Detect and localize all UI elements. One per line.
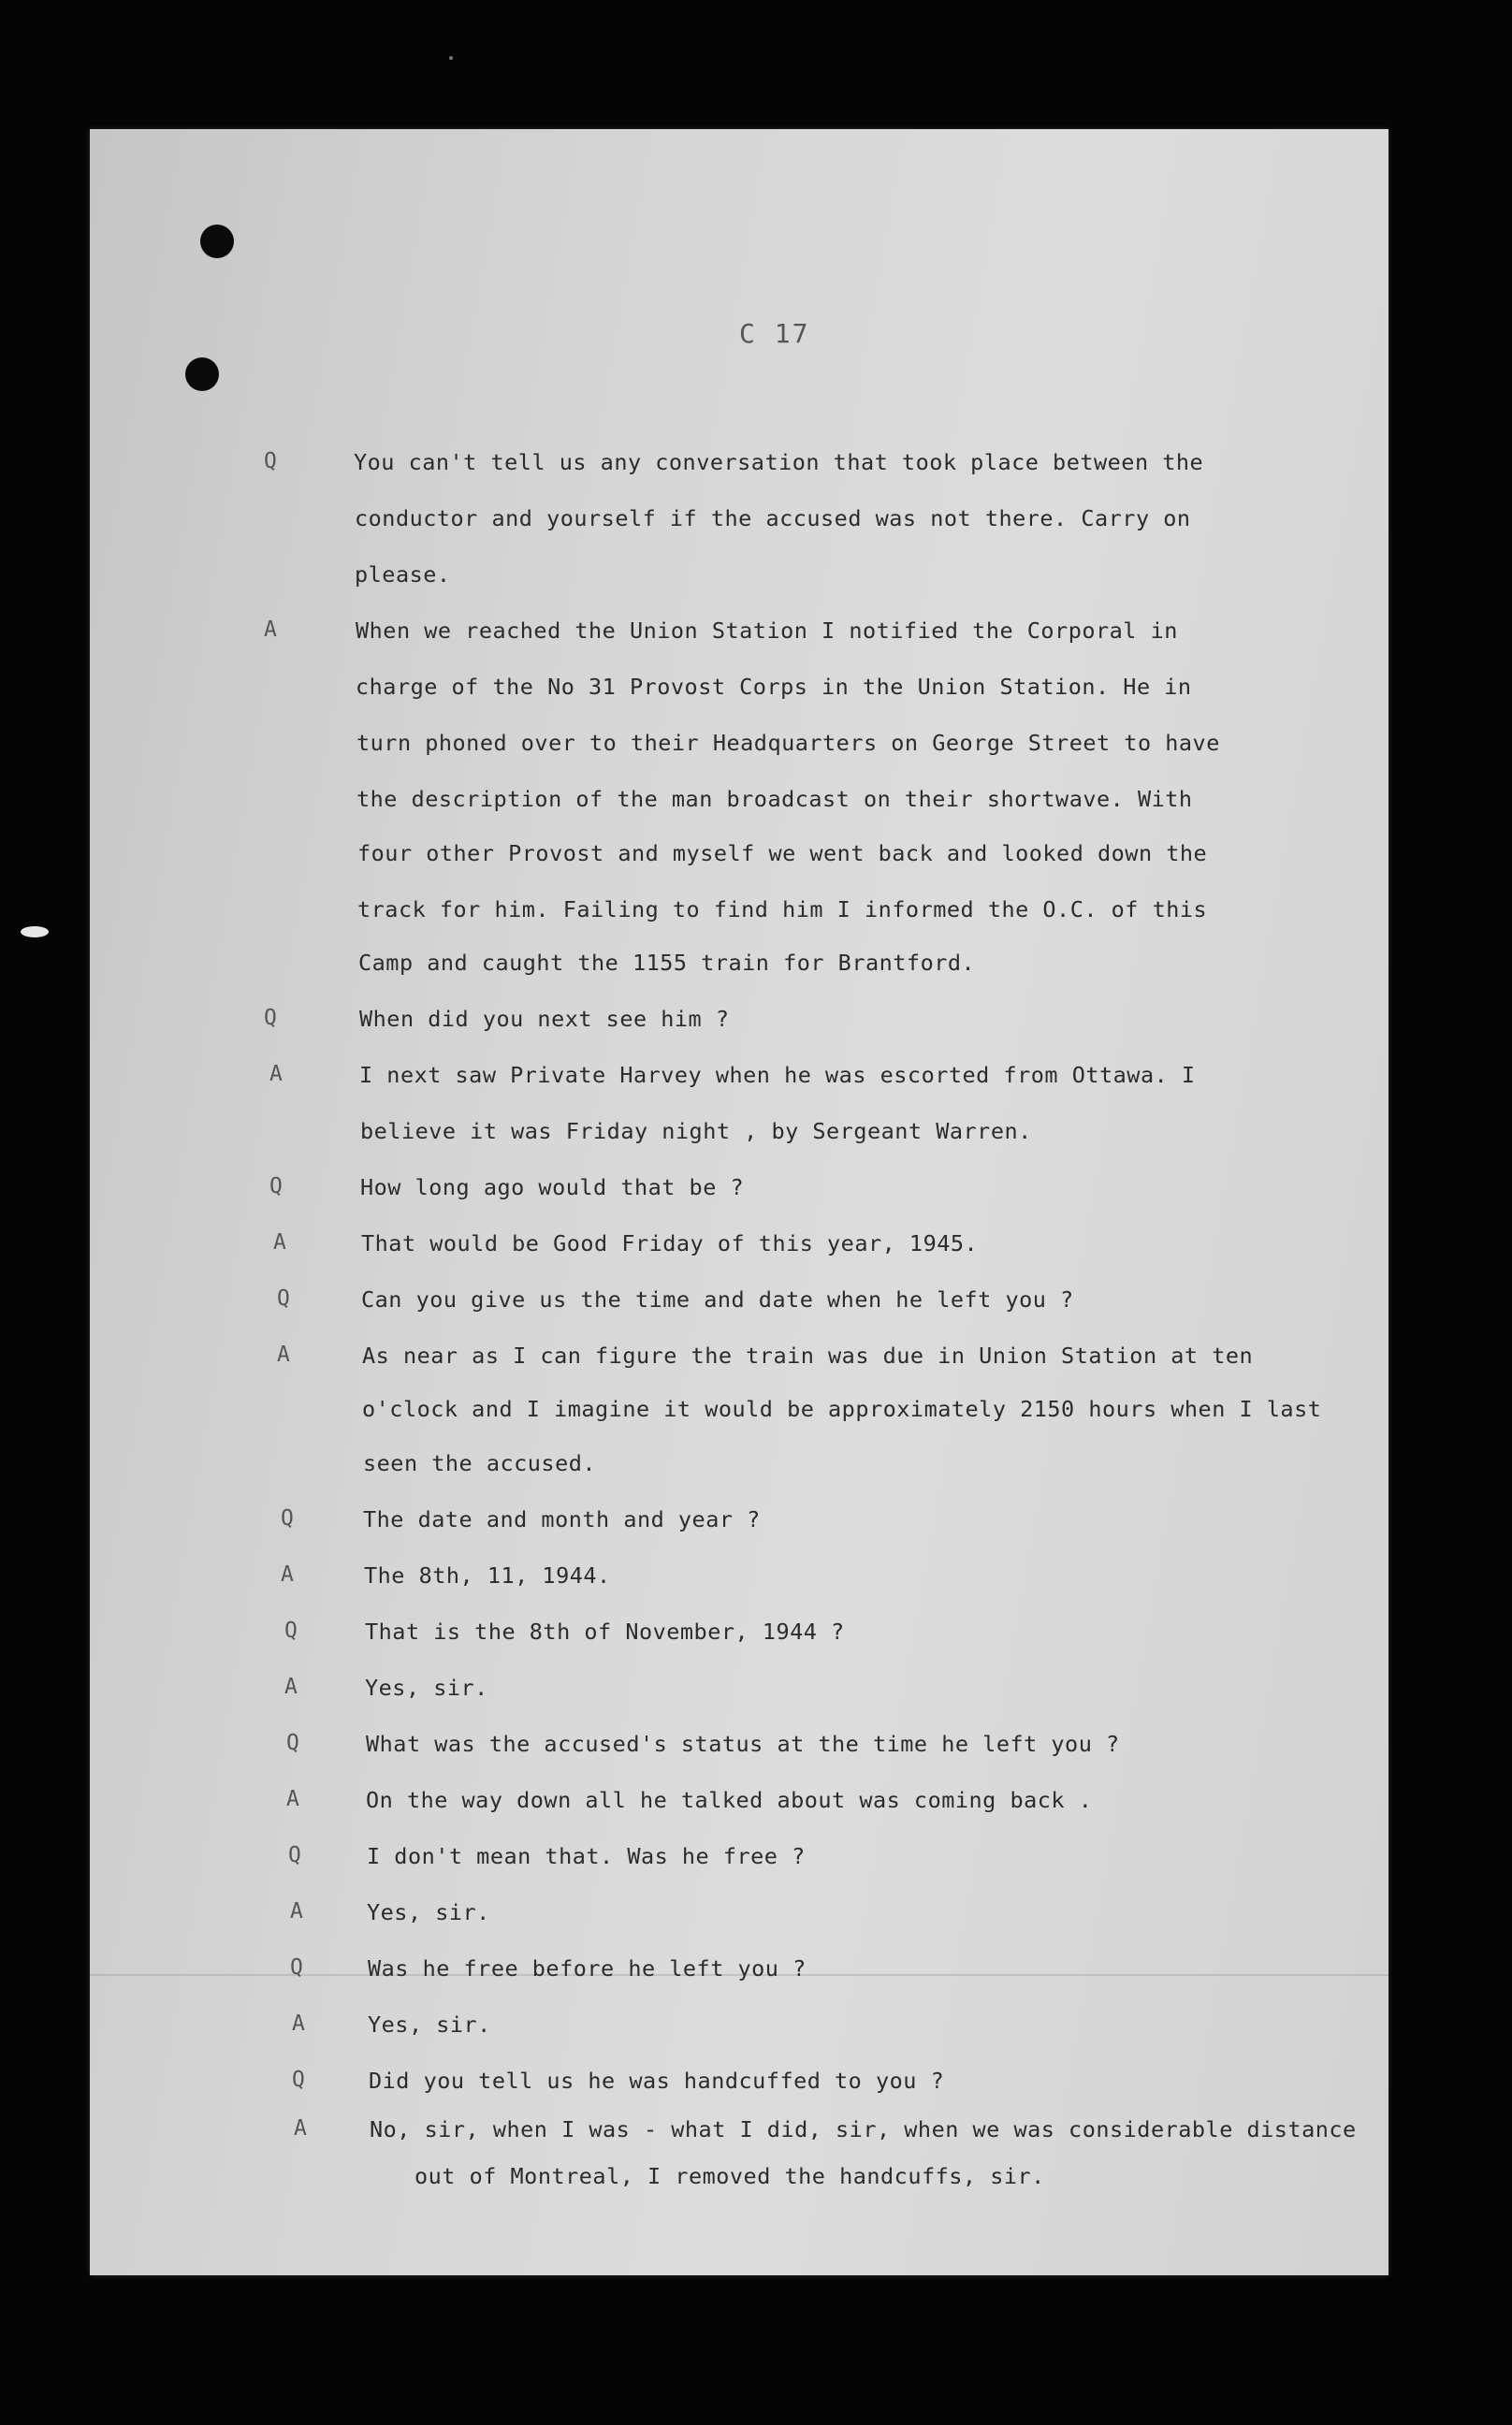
question-text-line: When did you next see him ? — [359, 1006, 730, 1032]
answer-text-line: Camp and caught the 1155 train for Brantford. — [358, 950, 976, 976]
punch-hole-bottom — [185, 357, 219, 391]
answer-marker: A — [284, 1675, 298, 1699]
answer-text-line: On the way down all he talked about was coming back . — [366, 1787, 1093, 1813]
page-number: C 17 — [739, 318, 810, 349]
answer-text-line: I next saw Private Harvey when he was escorted from Ottawa. I — [359, 1062, 1196, 1088]
answer-marker: A — [290, 1899, 303, 1924]
question-marker: Q — [288, 1843, 301, 1867]
answer-text-line: the description of the man broadcast on their shortwave. With — [356, 786, 1193, 812]
question-marker: Q — [264, 449, 277, 473]
question-text-line: Did you tell us he was handcuffed to you ? — [369, 2068, 945, 2094]
answer-text-line: turn phoned over to their Headquarters on George Street to have — [356, 730, 1220, 756]
question-marker: Q — [264, 1006, 277, 1030]
question-marker: Q — [281, 1506, 294, 1531]
answer-marker: A — [269, 1062, 283, 1086]
answer-marker: A — [292, 2011, 305, 2036]
answer-marker: A — [273, 1230, 286, 1255]
question-text-line: Was he free before he left you ? — [368, 1955, 807, 1982]
answer-text-line: out of Montreal, I removed the handcuffs, sir. — [414, 2163, 1045, 2189]
answer-text-line: That would be Good Friday of this year, 1945. — [361, 1230, 979, 1256]
answer-text-line: The 8th, 11, 1944. — [364, 1562, 611, 1589]
answer-text-line: As near as I can figure the train was due in Union Station at ten — [362, 1343, 1254, 1369]
question-text-line: That is the 8th of November, 1944 ? — [365, 1619, 845, 1645]
answer-text-line: track for him. Failing to find him I informed the O.C. of this — [357, 896, 1208, 922]
answer-text-line: Yes, sir. — [365, 1675, 488, 1701]
question-text-line: conductor and yourself if the accused was not there. Carry on — [355, 505, 1191, 531]
question-text-line: What was the accused's status at the time he left you ? — [366, 1731, 1120, 1757]
question-text-line: I don't mean that. Was he free ? — [367, 1843, 806, 1869]
answer-marker: A — [281, 1562, 294, 1587]
answer-text-line: No, sir, when I was - what I did, sir, when we was considerable distance — [370, 2116, 1357, 2142]
answer-text-line: seen the accused. — [363, 1450, 597, 1476]
question-marker: Q — [290, 1955, 303, 1980]
question-marker: Q — [286, 1731, 299, 1755]
answer-marker: A — [294, 2116, 307, 2141]
answer-text-line: When we reached the Union Station I notified the Corporal in — [356, 617, 1178, 644]
question-text-line: please. — [355, 561, 451, 588]
answer-text-line: Yes, sir. — [367, 1899, 490, 1925]
scan-artifact — [21, 926, 49, 937]
question-text-line: You can't tell us any conversation that took place between the — [354, 449, 1204, 475]
answer-text-line: o'clock and I imagine it would be approximately 2150 hours when I last — [362, 1396, 1322, 1422]
question-marker: Q — [284, 1619, 298, 1643]
scan-artifact — [449, 56, 453, 60]
answer-text-line: charge of the No 31 Provost Corps in the Union Station. He in — [356, 674, 1192, 700]
answer-text-line: believe it was Friday night , by Sergeant Warren. — [360, 1118, 1032, 1144]
answer-text-line: four other Provost and myself we went back and looked down the — [357, 840, 1208, 866]
punch-hole-top — [200, 225, 234, 258]
answer-marker: A — [264, 617, 277, 642]
answer-marker: A — [286, 1787, 299, 1811]
question-text-line: The date and month and year ? — [363, 1506, 761, 1532]
answer-text-line: Yes, sir. — [368, 2011, 491, 2038]
question-marker: Q — [277, 1286, 290, 1311]
answer-marker: A — [277, 1343, 290, 1367]
question-marker: Q — [269, 1174, 283, 1198]
question-text-line: Can you give us the time and date when he left you ? — [361, 1286, 1074, 1313]
question-marker: Q — [292, 2068, 305, 2092]
question-text-line: How long ago would that be ? — [360, 1174, 745, 1200]
